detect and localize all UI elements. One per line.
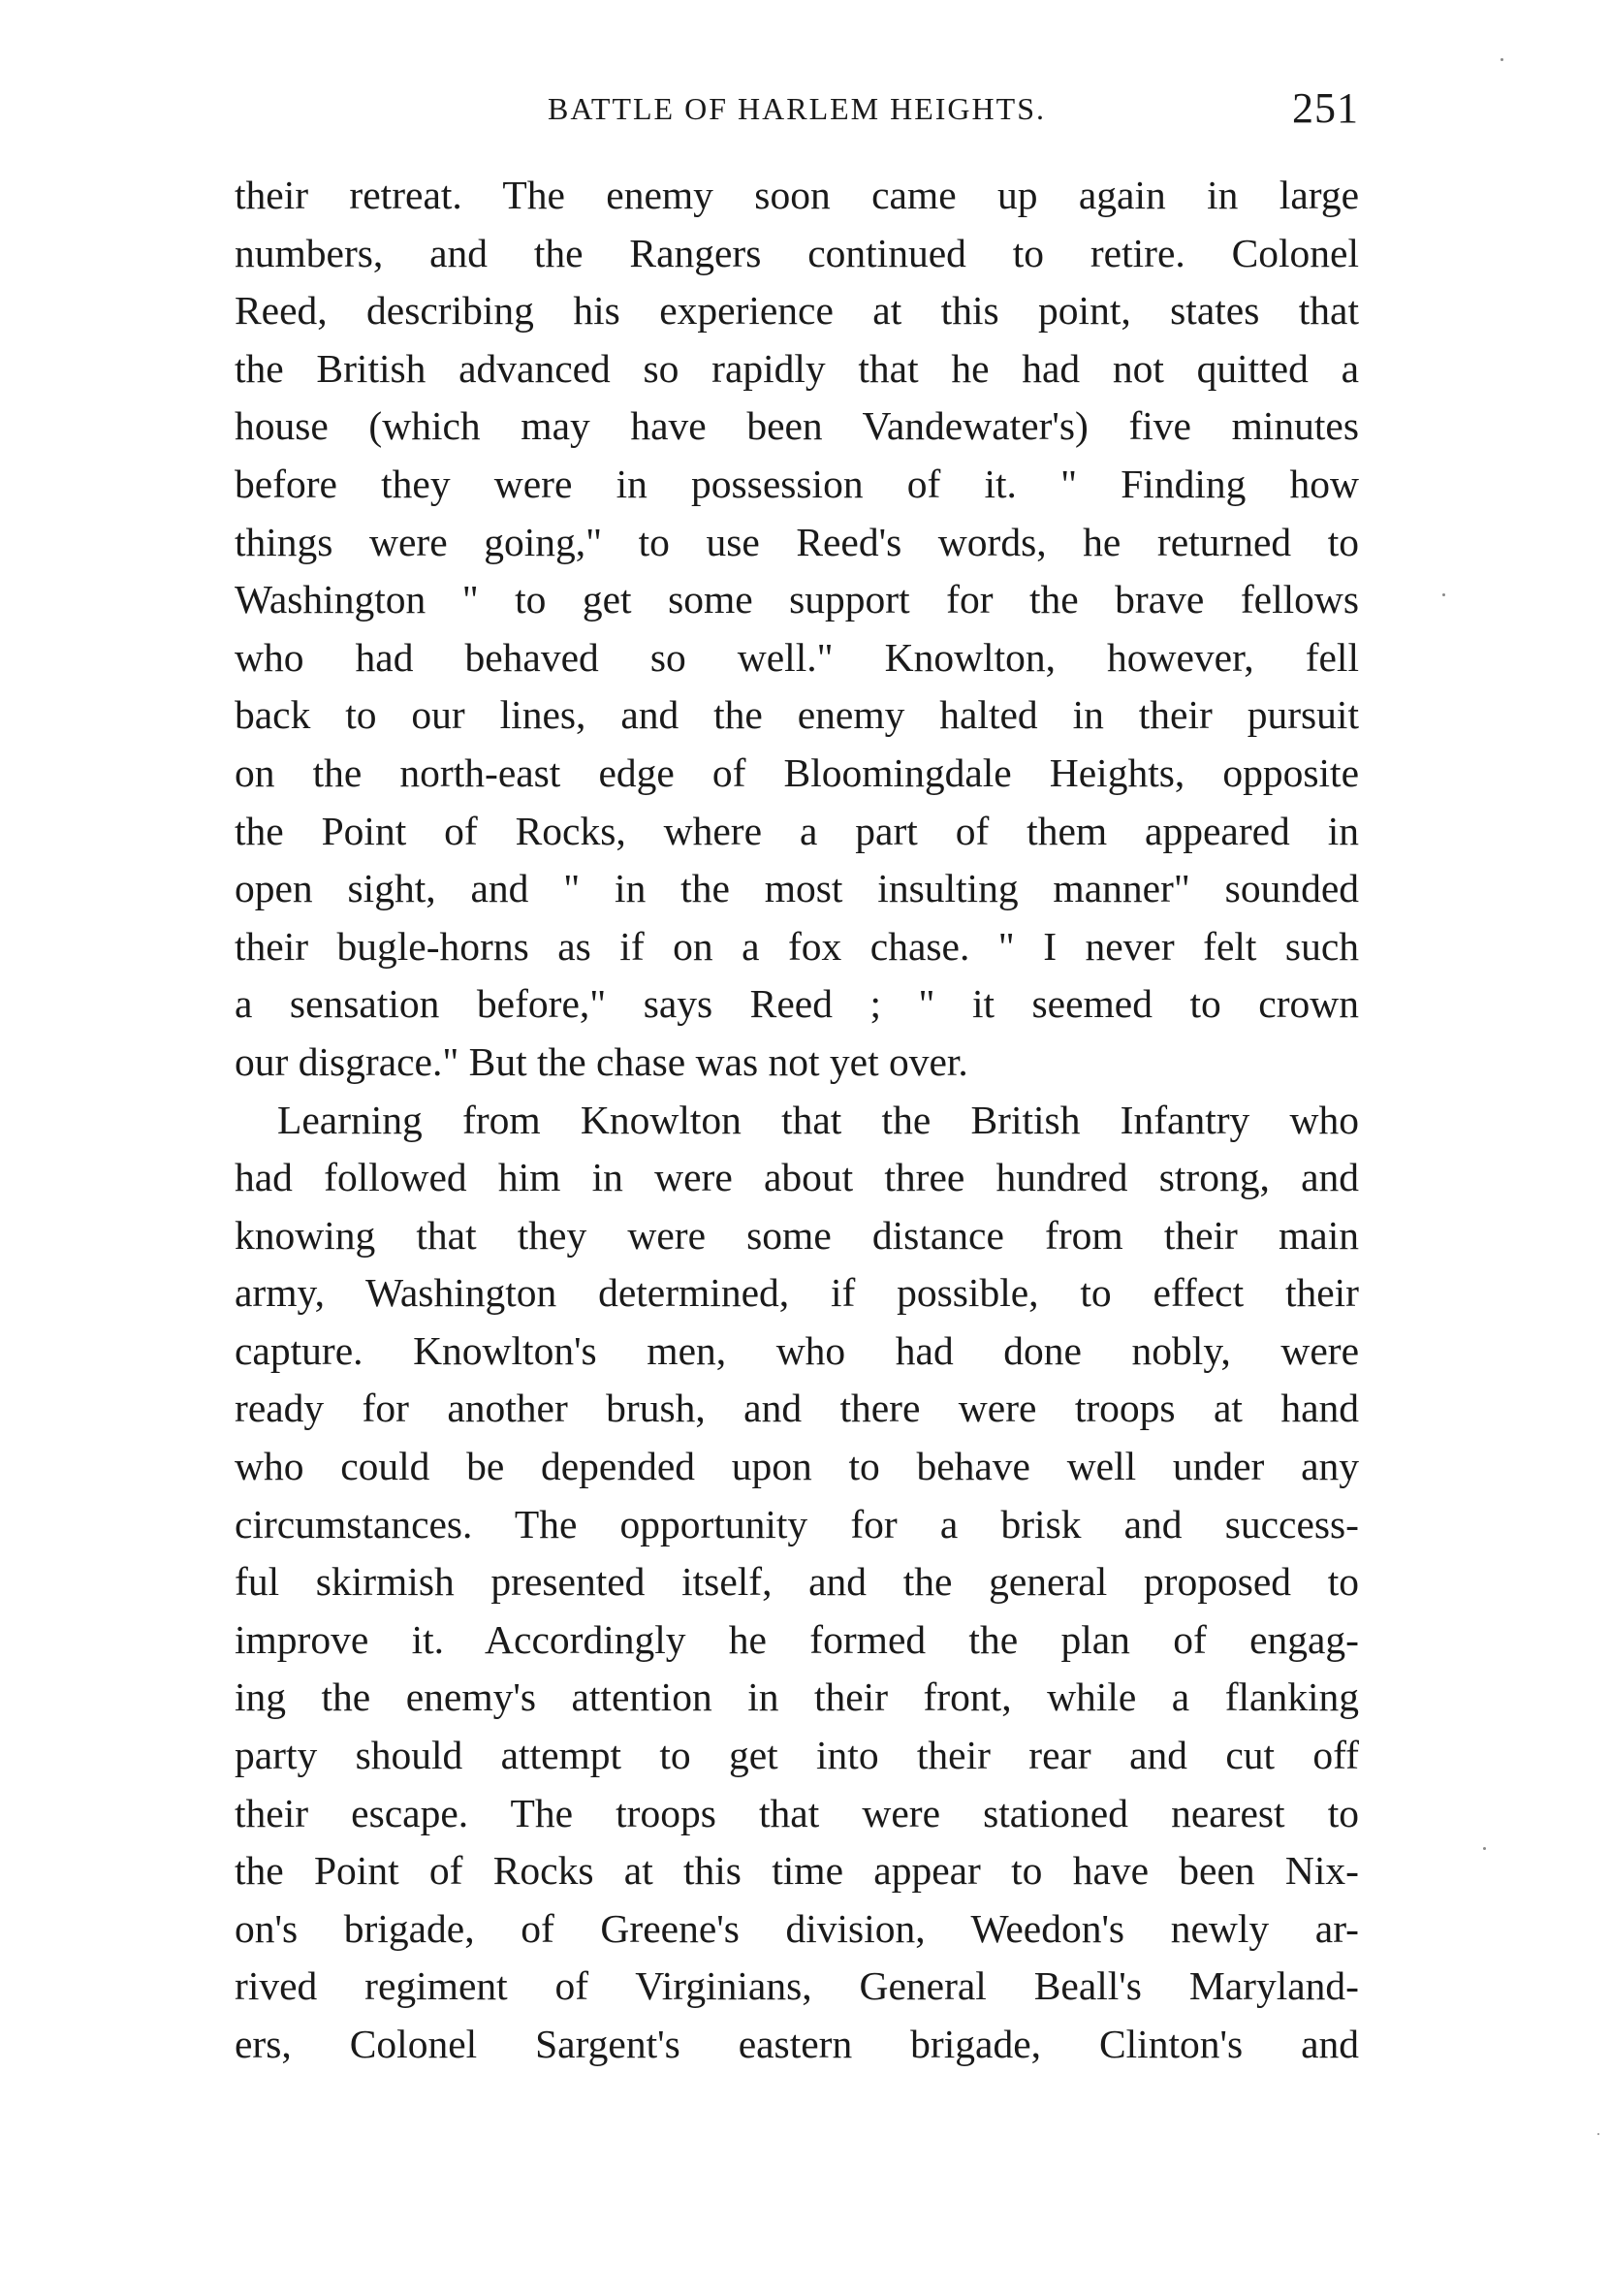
text-line: ers, Colonel Sargent's eastern brigade, Clinton's and — [235, 2022, 1359, 2066]
text-line: their bugle-horns as if on a fox chase. " I never felt such — [235, 923, 1359, 969]
text-line: party should attempt to get into their rear and cut off — [235, 1733, 1359, 1778]
text-line: their retreat. The enemy soon came up again in large — [235, 173, 1359, 217]
text-line: army, Washington determined, if possible, to effect their — [235, 1270, 1359, 1316]
text-line: ful skirmish presented itself, and the general proposed to — [235, 1559, 1359, 1605]
text-line: numbers, and the Rangers continued to retire. Colonel — [235, 230, 1359, 275]
text-line: their escape. The troops that were stationed nearest to — [235, 1790, 1359, 1835]
text-line: Washington " to get some support for the brave fellows — [235, 577, 1359, 622]
running-head — [235, 83, 1359, 142]
paragraph-2 — [235, 1092, 1359, 2074]
text-line: Reed, describing his experience at this point, states that — [235, 288, 1359, 334]
text-line: the Point of Rocks, where a part of them appeared in — [235, 808, 1359, 853]
text-line: house (which may have been Vandewater's) five minutes — [235, 403, 1359, 449]
text-line: the British advanced so rapidly that he had not quitted a — [235, 345, 1359, 391]
text-line: knowing that they were some distance from their main — [235, 1212, 1359, 1258]
body-text — [235, 167, 1359, 2074]
running-title: BATTLE OF HARLEM HEIGHTS. — [548, 91, 1046, 126]
text-line: on the north-east edge of Bloomingdale Heights, opposite — [235, 749, 1359, 795]
text-line: ing the enemy's attention in their front, while a flanking — [235, 1674, 1359, 1720]
text-line: Learning from Knowlton that the British Infantry who — [277, 1097, 1359, 1142]
paragraph-1 — [235, 167, 1359, 1092]
scan-speck — [1597, 2133, 1599, 2135]
text-line: the Point of Rocks at this time appear to have been Nix- — [235, 1848, 1359, 1894]
text-line: who could be depended upon to behave well under any — [235, 1444, 1359, 1489]
text-line: on's brigade, of Greene's division, Weedon's newly ar- — [235, 1905, 1359, 1951]
text-line: improve it. Accordingly he formed the plan of engag- — [235, 1616, 1359, 1662]
text-line: who had behaved so well." Knowlton, however, fell — [235, 634, 1359, 680]
text-line: had followed him in were about three hundred strong, and — [235, 1155, 1359, 1200]
scan-speck — [1483, 1847, 1486, 1850]
text-line: back to our lines, and the enemy halted in their pursuit — [235, 692, 1359, 738]
text-line: before they were in possession of it. " Finding how — [235, 461, 1359, 506]
text-line: ready for another brush, and there were troops at hand — [235, 1386, 1359, 1431]
text-line: open sight, and " in the most insulting manner" sounded — [235, 866, 1359, 911]
scan-speck — [1442, 593, 1445, 596]
text-line: a sensation before," says Reed ; " it seemed to crown — [235, 981, 1359, 1027]
text-line: our disgrace." But the chase was not yet over. — [235, 1038, 968, 1084]
page-number: 251 — [1292, 84, 1359, 132]
text-line: rived regiment of Virginians, General Beall's Maryland- — [235, 1963, 1359, 2009]
text-line: capture. Knowlton's men, who had done nobly, were — [235, 1327, 1359, 1373]
text-line: circumstances. The opportunity for a brisk and success- — [235, 1501, 1359, 1547]
text-line: things were going," to use Reed's words, he returned to — [235, 519, 1359, 564]
scan-speck — [1500, 58, 1503, 61]
